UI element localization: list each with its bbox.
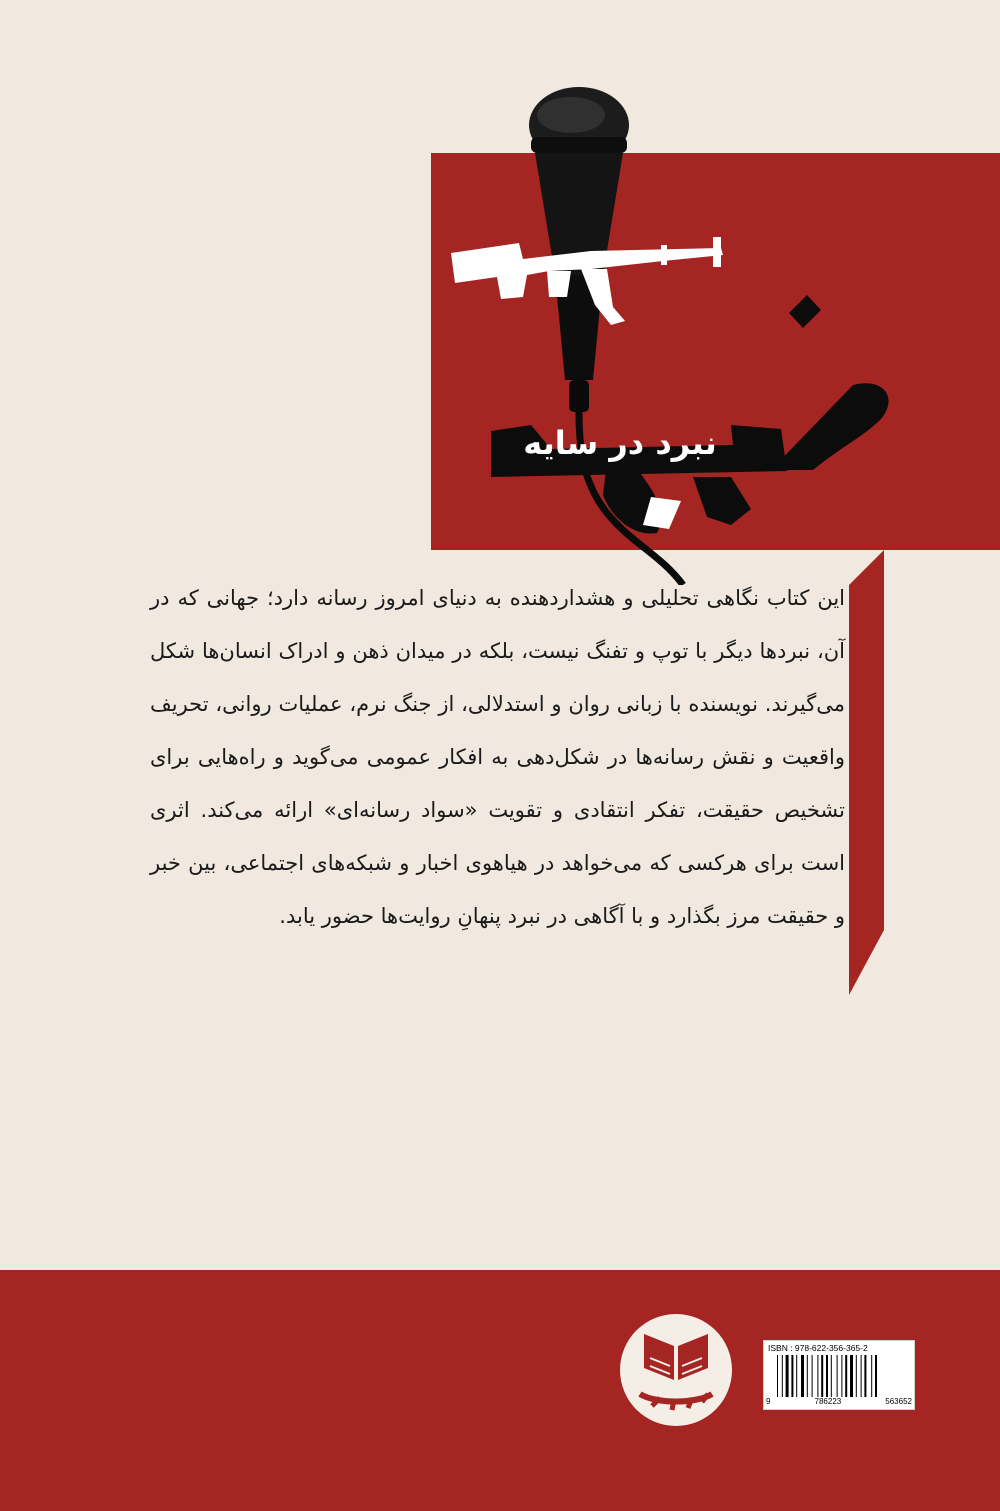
cover-artwork: [431, 85, 1000, 585]
barcode-digits-left: 786223: [814, 1397, 842, 1406]
isbn-label: ISBN : 978-622-356-365-2: [768, 1343, 868, 1353]
publisher-logo: [616, 1310, 736, 1430]
barcode-bars: [774, 1355, 904, 1397]
barcode-digits-right: 563652: [885, 1397, 912, 1406]
barcode-digit-lead: 9: [766, 1397, 771, 1406]
blurb-text: [150, 572, 845, 943]
isbn-barcode: [763, 1340, 915, 1410]
barcode-digits: [766, 1397, 912, 1406]
side-flap-decoration: [849, 550, 884, 1000]
title-calligraphy: [491, 295, 889, 534]
subtitle: نبرد در سایه: [523, 424, 717, 462]
blurb-paragraph: این کتاب نگاهی تحلیلی و هشداردهنده به دنیای امروز رسانه دارد؛ جهانی که در آن، نبردها دیگر با توپ و تفنگ نیست، بلکه در میدان ذهن و ادراک انسان‌ها شکل می‌گیرند. نویسنده با زبانی روان و استدلالی، از جنگ نرم، عملیات روانی، تحریف واقعیت و نقش رسانه‌ها در شکل‌دهی به افکار عمومی می‌گوید و راه‌هایی برای تشخیص حقیقت، تفکر انتقادی و تقویت «سواد رسانه‌ای» ارائه می‌کند. اثری است برای هرکسی که می‌خواهد در هیاهوی اخبار و شبکه‌های اجتماعی، بین خبر و حقیقت مرز بگذارد و با آگاهی در نبرد پنهانِ روایت‌ها حضور یابد.: [150, 586, 845, 928]
